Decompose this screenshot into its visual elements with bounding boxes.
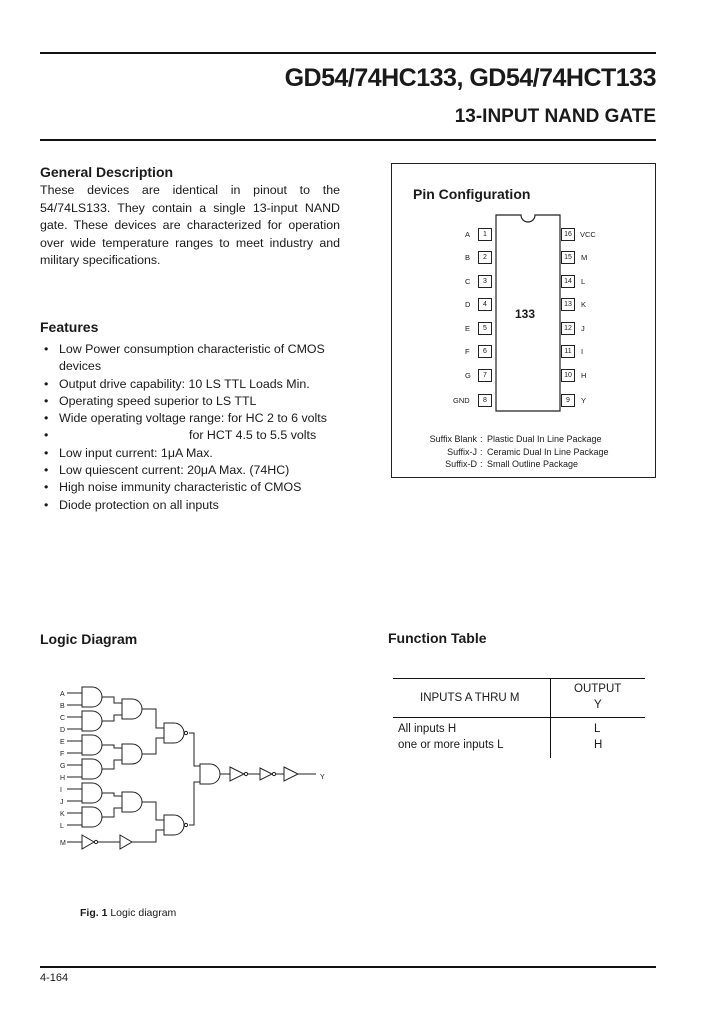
logic-diagram <box>52 684 352 854</box>
suffix-desc: Ceramic Dual In Line Package <box>487 446 609 457</box>
logic-input-label: C <box>60 715 66 722</box>
general-description-heading: General Description <box>40 164 174 180</box>
logic-diagram-caption <box>80 907 176 919</box>
pin-10: 10 <box>561 369 575 382</box>
logic-input-label: K <box>60 811 65 818</box>
footer-rule <box>40 966 656 968</box>
pin-label-m: M <box>581 253 588 262</box>
logic-input-label: A <box>60 691 65 698</box>
logic-input-label: G <box>60 763 66 770</box>
feature-item: • Wide operating voltage range: for HC 2 to 6 volts <box>40 410 360 427</box>
chip-label: 133 <box>515 307 536 321</box>
general-description-text: These devices are identical in pinout to the 54/74LS133. They contain a single 13-input NAND gate. These devices are characterized for operation over wide temperature ranges to meet industry and military specifications. <box>40 183 340 267</box>
function-table-row-inputs: one or more inputs L <box>398 739 504 751</box>
pin-2: 2 <box>478 251 492 264</box>
pin-14: 14 <box>561 275 575 288</box>
pin-11: 11 <box>561 345 575 358</box>
pin-label-d: D <box>465 300 471 309</box>
feature-item: • Low input current: 1μA Max. <box>40 445 360 462</box>
logic-input-label: B <box>60 703 65 710</box>
title-rule <box>40 139 656 141</box>
pin-9: 9 <box>561 394 575 407</box>
feature-item: • Output drive capability: 10 LS TTL Loads Min. <box>40 376 360 393</box>
pin-label-vcc: VCC <box>580 230 596 239</box>
pin-configuration-heading: Pin Configuration <box>413 186 531 202</box>
features-list <box>40 341 360 514</box>
function-table-row-inputs: All inputs H <box>398 723 457 735</box>
logic-input-label: I <box>60 787 62 794</box>
function-table-row-output: H <box>594 739 603 751</box>
function-table-col-inputs: INPUTS A THRU M <box>420 692 520 704</box>
function-table-row-output: L <box>594 723 601 735</box>
pin-label-l: L <box>581 277 586 286</box>
pin-label-k: K <box>581 300 587 309</box>
suffix-names <box>419 433 477 471</box>
function-table-header-rule <box>393 717 645 718</box>
logic-input-label: D <box>60 727 66 734</box>
logic-input-label: J <box>60 799 64 806</box>
pin-8: 8 <box>478 394 492 407</box>
function-table-heading: Function Table <box>388 630 487 646</box>
pin-6: 6 <box>478 345 492 358</box>
suffix-descriptions <box>487 433 609 471</box>
logic-output-label: Y <box>320 774 325 781</box>
pin-4: 4 <box>478 298 492 311</box>
pin-13: 13 <box>561 298 575 311</box>
suffix-name: Suffix-J <box>447 446 477 457</box>
features-heading: Features <box>40 319 99 335</box>
pin-label-h: H <box>581 371 587 380</box>
feature-item: • Low quiescent current: 20μA Max. (74HC) <box>40 462 360 479</box>
pin-12: 12 <box>561 322 575 335</box>
caption-label: Fig. 1 <box>80 907 108 919</box>
pin-5: 5 <box>478 322 492 335</box>
pin-1: 1 <box>478 228 492 241</box>
pin-label-c: C <box>465 277 471 286</box>
suffix-name: Suffix Blank <box>429 434 477 444</box>
logic-diagram-heading: Logic Diagram <box>40 631 138 647</box>
logic-input-label: H <box>60 775 66 782</box>
feature-continuation: • for HCT 4.5 to 5.5 volts <box>40 427 360 444</box>
logic-input-label: E <box>60 739 65 746</box>
logic-input-label: M <box>60 840 66 847</box>
suffix-colons: : : : <box>480 434 483 469</box>
function-table-top-rule <box>393 678 645 679</box>
suffix-desc: Plastic Dual In Line Package <box>487 434 602 444</box>
pin-3: 3 <box>478 275 492 288</box>
page-subtitle: 13-INPUT NAND GATE <box>454 106 656 127</box>
logic-input-label: F <box>60 751 65 758</box>
pin-15: 15 <box>561 251 575 264</box>
pin-label-a: A <box>465 230 471 239</box>
pin-label-g: G <box>465 371 471 380</box>
caption-text: Logic diagram <box>110 907 177 919</box>
feature-item: • Diode protection on all inputs <box>40 497 360 514</box>
feature-item: • Operating speed superior to LS TTL <box>40 393 360 410</box>
pin-label-b: B <box>465 253 471 262</box>
feature-item: • High noise immunity characteristic of CMOS <box>40 479 360 496</box>
pin-label-i: I <box>581 347 584 356</box>
pin-label-f: F <box>465 347 470 356</box>
top-rule <box>40 52 656 54</box>
suffix-name: Suffix-D <box>445 459 477 469</box>
function-table-col-output-sub: Y <box>594 699 602 711</box>
page-number: 4-164 <box>40 972 69 984</box>
function-table-col-output: OUTPUT <box>574 683 622 695</box>
pin-label-y: Y <box>581 396 587 405</box>
logic-input-label: L <box>60 823 64 830</box>
pin-label-e: E <box>465 324 471 333</box>
feature-item: • Low Power consumption characteristic of CMOS devices <box>40 341 360 376</box>
pin-7: 7 <box>478 369 492 382</box>
function-table-col-divider <box>550 678 551 758</box>
pin-16: 16 <box>561 228 575 241</box>
page-title: GD54/74HC133, GD54/74HCT133 <box>284 64 656 92</box>
pin-label-j: J <box>581 324 585 333</box>
pin-label-gnd: GND <box>453 396 470 405</box>
suffix-desc: Small Outline Package <box>487 459 579 469</box>
